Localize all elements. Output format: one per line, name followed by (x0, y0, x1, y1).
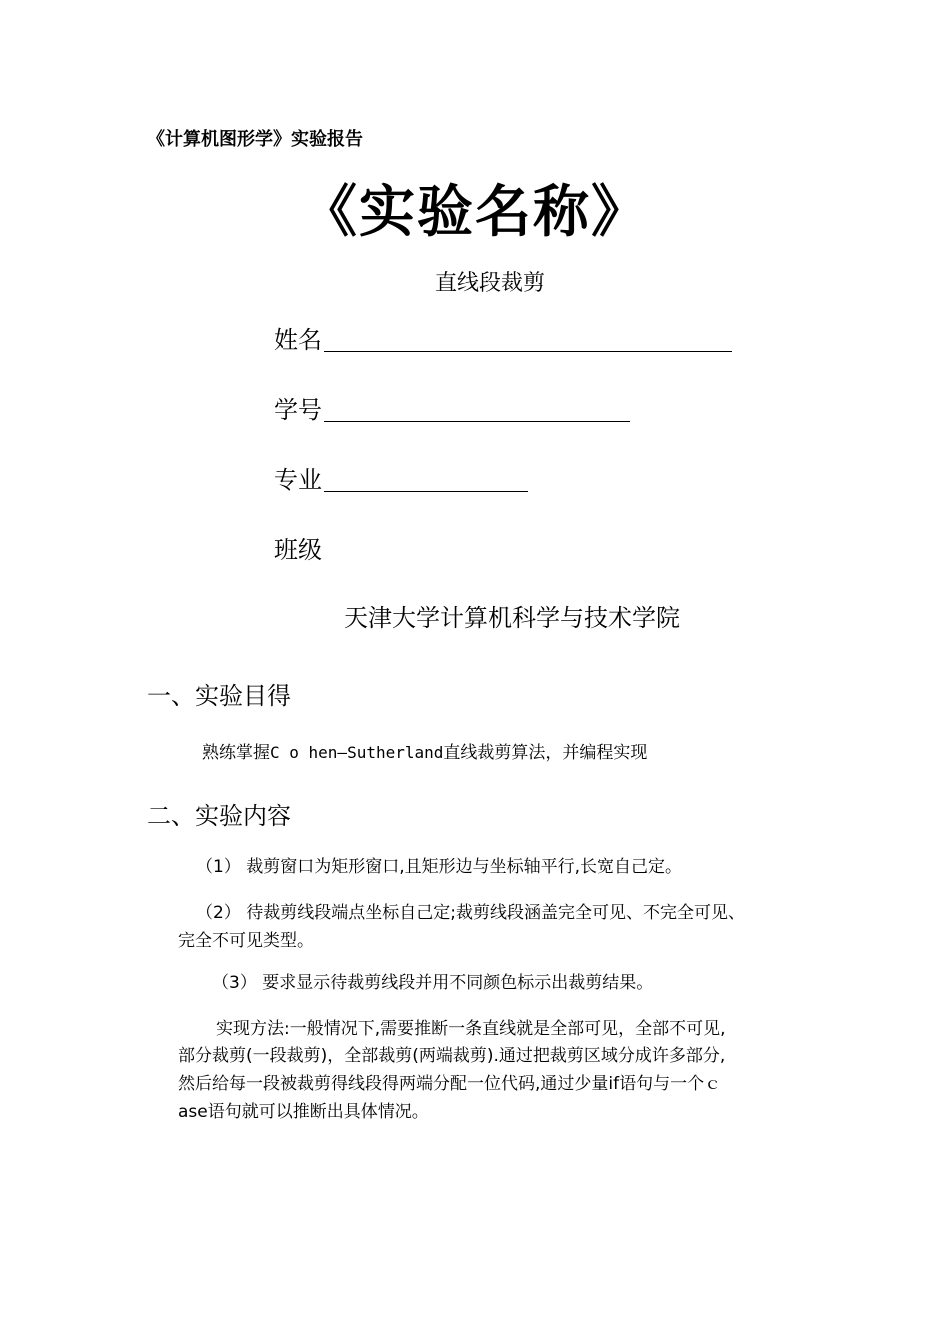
section-1-text-a: 熟练掌握 (202, 743, 270, 763)
student-id-underline (324, 420, 630, 422)
method-line-2: 部分裁剪(一段裁剪)，全部裁剪(两端裁剪).通过把裁剪区域分成许多部分, (178, 1046, 726, 1066)
method-line-1: 实现方法:一般情况下,需要推断一条直线就是全部可见，全部不可见, (216, 1019, 726, 1039)
experiment-subtitle: 直线段裁剪 (434, 271, 545, 296)
name-field (274, 320, 732, 355)
method-line-4: ase语句就可以推断出具体情况。 (178, 1102, 429, 1122)
section-2-heading: 二、实验内容 (147, 802, 291, 830)
item-2-line-1: （2） 待裁剪线段端点坐标自己定;裁剪线段涵盖完全可见、不完全可见、 (196, 903, 745, 923)
section-1-text (202, 740, 647, 766)
major-underline (324, 490, 528, 492)
report-header: 《计算机图形学》实验报告 (147, 129, 363, 150)
name-label: 姓名 (274, 326, 322, 354)
student-id-label: 学号 (274, 396, 322, 424)
major-label: 专业 (274, 466, 322, 494)
class-field (274, 530, 322, 565)
major-field (274, 460, 528, 495)
institute-name: 天津大学计算机科学与技术学院 (344, 604, 680, 632)
item-1: （1） 裁剪窗口为矩形窗口,且矩形边与坐标轴平行,长宽自己定。 (196, 857, 683, 877)
section-1-text-c: 直线裁剪算法，并编程实现 (443, 743, 648, 763)
item-2-line-2: 完全不可见类型。 (178, 931, 314, 951)
section-1-algorithm-name: C o hen—Sutherland (270, 743, 444, 762)
item-3: （3） 要求显示待裁剪线段并用不同颜色标示出裁剪结果。 (212, 973, 654, 993)
class-label: 班级 (274, 536, 322, 564)
experiment-title: 《实验名称》 (301, 180, 649, 245)
method-line-3: 然后给每一段被裁剪得线段得两端分配一位代码,通过少量if语句与一个ｃ (178, 1074, 722, 1094)
student-id-field (274, 390, 630, 425)
name-underline (324, 350, 732, 352)
section-1-heading: 一、实验目得 (147, 682, 291, 710)
